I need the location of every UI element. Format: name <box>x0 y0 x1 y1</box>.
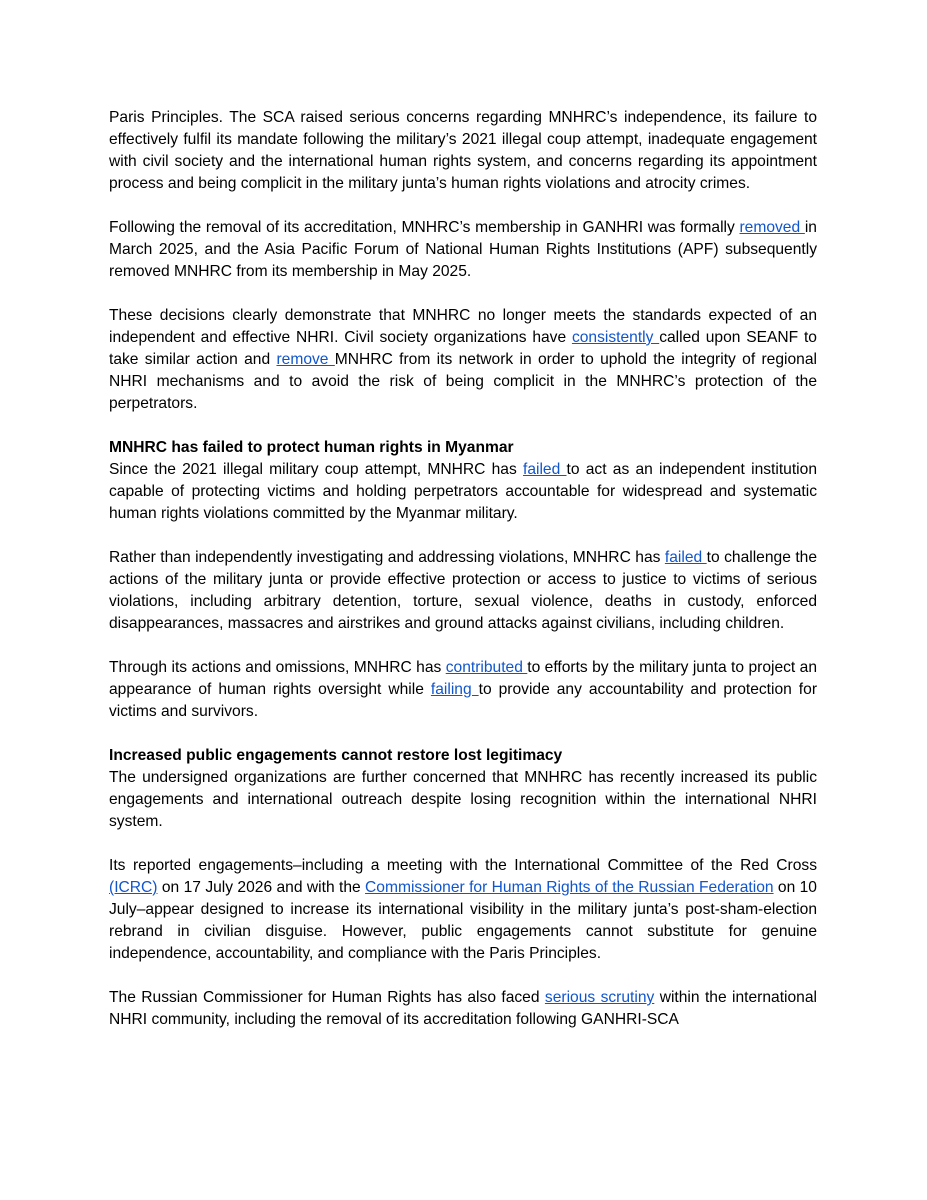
link-failed-1[interactable]: failed <box>523 461 567 478</box>
paragraph-russian-commissioner: The Russian Commissioner for Human Rights has also faced serious scrutiny within the international NHRI community, including the removal of its accreditation following GANHRI-SCA <box>109 989 817 1028</box>
paragraph-seanf: These decisions clearly demonstrate that MNHRC no longer meets the standards expected of an independent and effective NHRI. Civil society organizations have consistently called upon SEANF to take similar action and remove MNHRC from its network in order to uphold the integrity of regional NHRI mechanisms and to avoid the risk of being complicit in the MNHRC’s protection of the perpetrators. <box>109 307 817 412</box>
link-remove[interactable]: remove <box>276 351 335 368</box>
paragraph-rather-than: Rather than independently investigating and addressing violations, MNHRC has failed to challenge the actions of the military junta or provide effective protection or access to justice to victims of serious violations, including arbitrary detention, torture, sexual violence, deaths in custody, enforced disappearances, massacres and airstrikes and ground attacks against civilians, including children. <box>109 549 817 632</box>
link-failed-2[interactable]: failed <box>664 549 707 566</box>
link-removed[interactable]: removed <box>739 219 805 236</box>
link-russian-commissioner[interactable]: Commissioner for Human Rights of the Russian Federation <box>365 879 774 896</box>
paragraph-reported-engagements: Its reported engagements–including a meeting with the International Committee of the Red Cross (ICRC) on 17 July 2026 and with the Commissioner for Human Rights of the Russian Federation on 10 July–appear designed to increase its international visibility in the military junta’s post-sham-election rebrand in civilian disguise. However, public engagements cannot substitute for genuine independence, accountability, and compliance with the Paris Principles. <box>109 857 817 962</box>
paragraph-ganhri-removal: Following the removal of its accreditation, MNHRC’s membership in GANHRI was formally removed in March 2025, and the Asia Pacific Forum of National Human Rights Institutions (APF) subsequently removed MNHRC from its membership in May 2025. <box>109 219 817 280</box>
paragraph-undersigned: The undersigned organizations are further concerned that MNHRC has recently increased its public engagements and international outreach despite losing recognition within the international NHRI system. <box>109 769 817 830</box>
section-heading-public-engagements: Increased public engagements cannot restore lost legitimacy <box>109 747 563 764</box>
link-contributed[interactable]: contributed <box>445 659 528 676</box>
document-page <box>109 107 817 1031</box>
paragraph-since-coup: Since the 2021 illegal military coup attempt, MNHRC has failed to act as an independent institution capable of protecting victims and holding perpetrators accountable for widespread and systematic human rights violations committed by the Myanmar military. <box>109 461 817 522</box>
link-icrc[interactable]: (ICRC) <box>109 879 158 896</box>
paragraph-paris-principles: Paris Principles. The SCA raised serious concerns regarding MNHRC’s independence, its failure to effectively fulfil its mandate following the military’s 2021 illegal coup attempt, inadequate engagement with civil society and the international human rights system, and concerns regarding its appointment process and being complicit in the military junta’s human rights violations and atrocity crimes. <box>109 109 817 192</box>
link-consistently[interactable]: consistently <box>571 329 660 346</box>
link-serious-scrutiny[interactable]: serious scrutiny <box>544 989 655 1006</box>
paragraph-actions-omissions: Through its actions and omissions, MNHRC has contributed to efforts by the military junta to project an appearance of human rights oversight while failing to provide any accountability and protection for victims and survivors. <box>109 659 818 720</box>
section-heading-failed-to-protect: MNHRC has failed to protect human rights in Myanmar <box>109 439 514 456</box>
link-failing[interactable]: failing <box>430 681 479 698</box>
